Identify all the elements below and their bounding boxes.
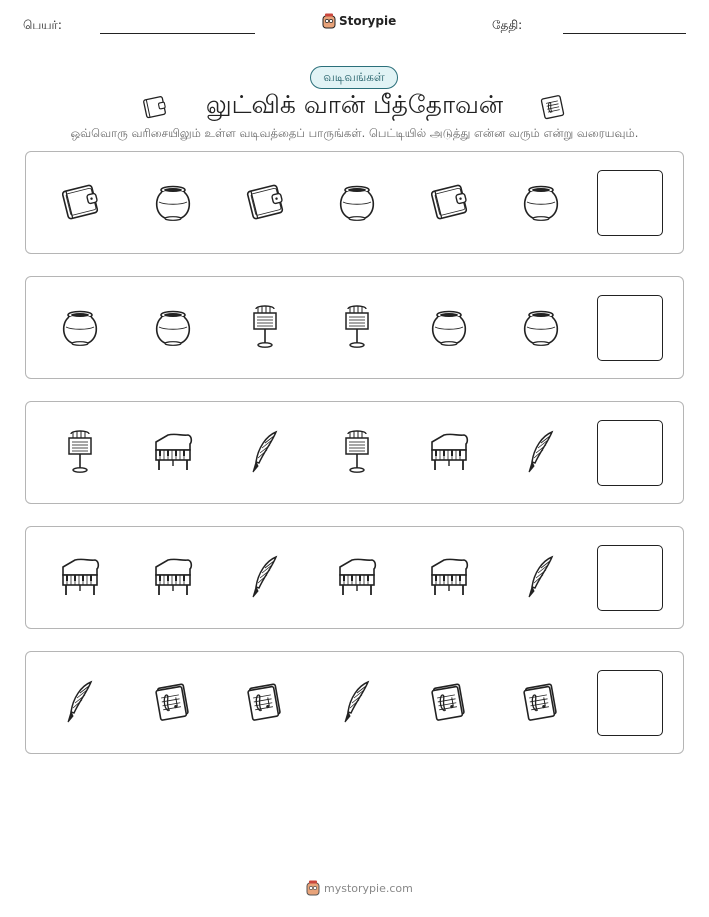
wallet-icon [55, 176, 105, 228]
topic-badge: வடிவங்கள் [310, 66, 398, 89]
music-book-icon [516, 676, 566, 728]
music-book-icon [424, 676, 474, 728]
pot-icon [148, 176, 198, 228]
music-stand-icon [240, 301, 290, 353]
instruction-text: ஒவ்வொரு வரிசையிலும் உள்ள வடிவத்தைப் பாருங்கள். பெட்டியில் அடுத்து என்ன வரும் என்று வரையவும். [70, 126, 639, 140]
pot-icon [516, 176, 566, 228]
answer-box[interactable] [597, 545, 663, 611]
pattern-row [25, 276, 684, 379]
pot-icon [148, 301, 198, 353]
mascot-icon [306, 880, 320, 896]
pot-icon [516, 301, 566, 353]
page-title: லுட்விக் வான் பீத்தோவன் [205, 90, 504, 119]
answer-box[interactable] [597, 420, 663, 486]
pattern-row [25, 526, 684, 629]
piano-icon [148, 551, 198, 603]
quill-icon [240, 426, 290, 478]
quill-icon [332, 676, 382, 728]
wallet-icon [240, 176, 290, 228]
music-stand-icon [332, 301, 382, 353]
music-book-icon [148, 676, 198, 728]
pot-icon [55, 301, 105, 353]
pattern-row [25, 651, 684, 754]
pattern-row [25, 401, 684, 504]
music-stand-icon [332, 426, 382, 478]
brand-logo [322, 13, 396, 29]
pot-icon [424, 301, 474, 353]
quill-icon [516, 426, 566, 478]
piano-icon [55, 551, 105, 603]
wallet-icon [424, 176, 474, 228]
quill-icon [516, 551, 566, 603]
answer-box[interactable] [597, 170, 663, 236]
footer-url: mystorypie.com [324, 881, 413, 895]
piano-icon [332, 551, 382, 603]
music-book-icon [240, 676, 290, 728]
name-line[interactable] [100, 33, 255, 34]
name-label: பெயர்: [23, 18, 62, 32]
quill-icon [55, 676, 105, 728]
quill-icon [240, 551, 290, 603]
mascot-icon [322, 13, 336, 29]
piano-icon [424, 426, 474, 478]
answer-box[interactable] [597, 670, 663, 736]
pot-icon [332, 176, 382, 228]
music-book-icon [538, 92, 568, 122]
pattern-row [25, 151, 684, 254]
brand-name: Storypie [339, 14, 397, 28]
answer-box[interactable] [597, 295, 663, 361]
date-line[interactable] [563, 33, 686, 34]
piano-icon [424, 551, 474, 603]
piano-icon [148, 426, 198, 478]
date-label: தேதி: [492, 18, 523, 32]
footer [306, 880, 413, 896]
music-stand-icon [55, 426, 105, 478]
